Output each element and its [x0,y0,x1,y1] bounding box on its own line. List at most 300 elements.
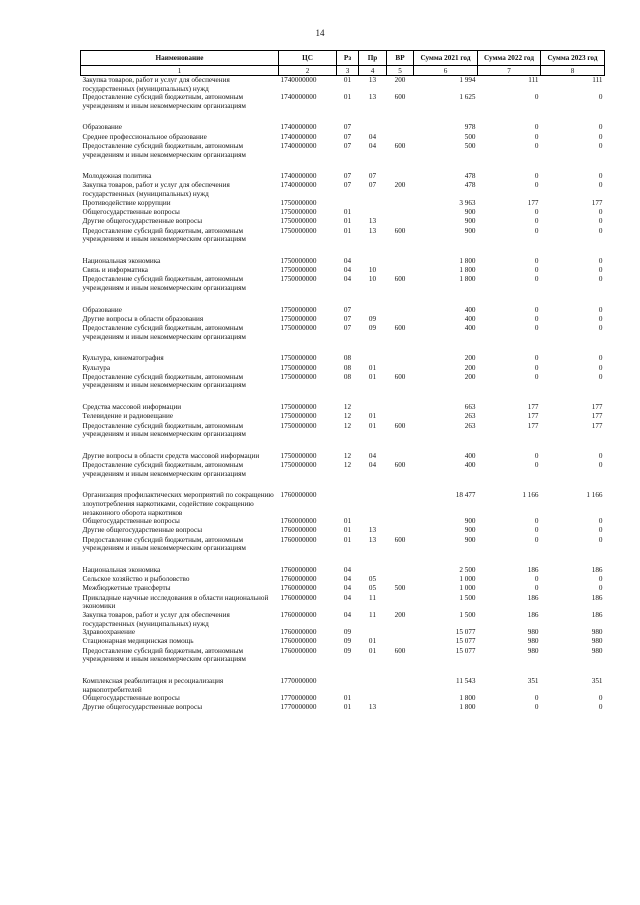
cell-sum-2022: 0 [534,305,539,314]
cell-pr: 13 [368,703,377,712]
table-body [81,76,605,713]
cell-cs: 1750000000 [280,266,317,275]
cell-vr: 200 [394,76,406,84]
cell-rz: 01 [343,226,352,235]
cell-pr: 01 [368,421,377,430]
cell-sum-2021: 263 [464,412,476,421]
cell-cs: 1740000000 [280,93,317,102]
cell-cs: 1750000000 [280,354,317,363]
cell-name: Предоставление субсидий бюджетным, автономным учреждениям и иным некоммерческим организациям [82,421,246,439]
cell-name: Культура [82,363,111,372]
cell-sum-2023: 186 [591,593,603,602]
cell-name: Закупка товаров, работ и услуг для обеспечения государственных (муниципальных) нужд [82,610,230,628]
cell-sum-2021: 200 [464,354,476,363]
cell-pr [359,694,387,703]
cell-vr [387,403,414,412]
cell-sum-2022: 0 [534,123,539,132]
cell-cs: 1750000000 [280,421,317,430]
cell-sum-2021: 11 543 [456,676,476,685]
cell-name: Комплексная реабилитация и ресоциализация наркопотребителей [82,676,224,694]
cell-rz: 01 [343,217,352,226]
table-row [81,461,605,478]
cell-cs: 1760000000 [280,565,317,574]
cell-sum-2022: 186 [527,593,539,602]
cell-rz: 01 [343,535,352,544]
cell-rz: 12 [343,451,352,460]
cell-pr: 04 [368,132,377,141]
cell-vr [387,217,414,226]
cell-sum-2021: 900 [464,217,476,226]
cell-rz: 07 [343,181,352,190]
cell-name: Предоставление субсидий бюджетным, автономным учреждениям и иным некоммерческим организациям [82,226,246,244]
cell-sum-2023: 0 [598,451,603,460]
cell-sum-2021: 500 [464,141,476,150]
table-row [81,315,605,324]
cell-rz: 04 [343,610,352,619]
cell-sum-2021: 2 500 [459,565,476,574]
cell-sum-2023: 0 [598,93,603,102]
table-row [81,526,605,535]
cell-rz: 04 [343,565,352,574]
cell-sum-2023: 980 [591,637,603,646]
cell-name: Среднее профессиональное образование [82,132,207,141]
column-number-row [81,66,605,76]
cell-vr [387,677,414,694]
cell-cs: 1750000000 [280,217,317,226]
cell-sum-2022: 0 [534,93,539,102]
cell-rz: 04 [343,584,352,593]
table-row [81,637,605,646]
table-row [81,76,605,94]
cell-sum-2022: 0 [534,461,539,470]
cell-name: Организация профилактических мероприятий по сокращению злоупотребления наркотиками, содействие сокращению незаконного оборота наркотиков [82,491,274,517]
col-header-sum-2022: Сумма 2022 год [478,51,541,66]
cell-sum-2023: 0 [598,363,603,372]
cell-name: Прикладные научные исследования в области национальной экономики [82,593,269,611]
cell-sum-2022: 0 [534,217,539,226]
spacer-cell [81,664,605,677]
column-number: 1 [81,66,279,76]
cell-name: Противодействие коррупции [82,198,171,207]
cell-vr: 600 [394,646,406,655]
cell-sum-2023: 177 [591,198,603,207]
cell-vr [387,354,414,363]
cell-name: Стационарная медицинская помощь [82,637,194,646]
cell-sum-2023: 186 [591,610,603,619]
cell-sum-2023: 0 [598,226,603,235]
cell-sum-2022: 0 [534,266,539,275]
cell-pr: 11 [369,610,376,619]
cell-vr: 200 [394,181,406,190]
cell-pr: 10 [368,266,377,275]
cell-vr: 600 [394,141,406,150]
cell-pr: 01 [368,363,377,372]
cell-sum-2023: 0 [598,172,603,181]
cell-cs: 1750000000 [280,412,317,421]
cell-cs: 1750000000 [280,226,317,235]
cell-vr [387,208,414,217]
cell-sum-2021: 478 [464,181,476,190]
cell-vr [387,315,414,324]
cell-vr [387,257,414,266]
cell-vr: 600 [394,226,406,235]
cell-pr [359,628,387,637]
cell-pr: 07 [368,172,377,181]
cell-sum-2021: 1 500 [459,593,476,602]
cell-pr: 01 [368,412,377,421]
cell-pr: 01 [368,646,377,655]
cell-name: Образование [82,305,122,314]
cell-rz: 01 [343,703,352,712]
cell-pr: 01 [368,637,377,646]
cell-cs: 1770000000 [280,703,317,712]
cell-vr [387,628,414,637]
cell-sum-2022: 186 [527,610,539,619]
cell-sum-2021: 900 [464,517,476,526]
cell-rz: 01 [343,76,352,84]
cell-name: Предоставление субсидий бюджетным, автономным учреждениям и иным некоммерческим организациям [82,93,246,110]
cell-sum-2023: 0 [598,324,603,333]
cell-sum-2023: 0 [598,372,603,381]
table-row [81,647,605,664]
cell-cs: 1750000000 [280,207,317,216]
cell-sum-2023: 351 [591,676,603,685]
cell-sum-2021: 15 077 [455,628,476,637]
table-row [81,452,605,461]
cell-sum-2021: 400 [464,314,476,323]
cell-sum-2023: 0 [598,132,603,141]
cell-cs: 1750000000 [280,275,317,284]
cell-cs: 1750000000 [280,324,317,333]
table-row [81,142,605,159]
cell-pr: 13 [368,217,377,226]
table-row [81,566,605,575]
cell-sum-2021: 263 [464,421,476,430]
cell-pr: 09 [368,324,377,333]
spacer-row [81,478,605,491]
spacer-cell [81,159,605,172]
cell-cs: 1760000000 [280,610,317,619]
cell-sum-2021: 900 [464,535,476,544]
cell-name: Молодежная политика [82,172,152,181]
cell-sum-2023: 0 [598,181,603,190]
cell-pr [359,677,387,694]
table-row [81,628,605,637]
cell-cs: 1740000000 [280,123,317,132]
table-row [81,364,605,373]
cell-name: Общегосударственные вопросы [82,517,180,526]
table-row [81,306,605,315]
spacer-row [81,390,605,403]
cell-sum-2023: 980 [591,646,603,655]
cell-sum-2021: 1 000 [459,584,476,593]
cell-sum-2021: 200 [464,372,476,381]
cell-pr: 07 [368,181,377,190]
cell-vr [387,452,414,461]
table-row [81,703,605,712]
table-row [81,324,605,341]
cell-sum-2023: 177 [591,421,603,430]
cell-sum-2021: 900 [464,226,476,235]
cell-sum-2022: 0 [534,181,539,190]
cell-vr [387,412,414,421]
cell-sum-2021: 15 077 [455,646,476,655]
table-row [81,575,605,584]
cell-rz: 08 [343,372,352,381]
cell-rz: 01 [343,694,352,703]
cell-name: Предоставление субсидий бюджетным, автономным учреждениям и иным некоммерческим организациям [82,372,246,390]
cell-rz: 01 [343,207,352,216]
cell-sum-2023: 0 [598,305,603,314]
cell-sum-2023: 111 [592,76,603,84]
table-row [81,491,605,517]
spacer-cell [81,110,605,123]
cell-vr: 500 [394,584,406,593]
cell-sum-2022: 0 [534,354,539,363]
cell-sum-2023: 177 [591,412,603,421]
cell-rz: 12 [343,421,352,430]
cell-sum-2023: 0 [598,266,603,275]
cell-cs: 1770000000 [280,694,317,703]
spacer-row [81,293,605,306]
cell-cs: 1760000000 [280,526,317,535]
column-number: 6 [414,66,478,76]
cell-name: Другие общегосударственные вопросы [82,703,203,712]
spacer-cell [81,293,605,306]
cell-pr: 13 [368,93,377,102]
cell-cs: 1740000000 [280,172,317,181]
cell-pr [359,354,387,363]
cell-rz: 09 [343,637,352,646]
cell-sum-2022: 0 [534,256,539,265]
cell-rz: 04 [343,256,352,265]
cell-vr: 600 [394,275,406,284]
column-number: 3 [337,66,359,76]
cell-rz: 07 [343,314,352,323]
cell-vr: 600 [394,324,406,333]
cell-sum-2023: 0 [598,256,603,265]
cell-sum-2022: 980 [527,637,539,646]
cell-vr [387,364,414,373]
cell-cs: 1750000000 [280,403,317,412]
cell-cs: 1750000000 [280,198,317,207]
cell-sum-2022: 0 [534,451,539,460]
cell-rz: 12 [343,461,352,470]
col-header-sum-2021: Сумма 2021 год [414,51,478,66]
table-row [81,93,605,110]
cell-pr [359,491,387,517]
cell-sum-2022: 0 [534,584,539,593]
cell-sum-2021: 478 [464,172,476,181]
col-header-rz: Рз [337,51,359,66]
cell-cs: 1760000000 [280,517,317,526]
cell-sum-2022: 0 [534,324,539,333]
cell-sum-2023: 0 [598,694,603,703]
cell-sum-2021: 400 [464,305,476,314]
spacer-cell [81,341,605,354]
cell-vr [387,526,414,535]
cell-pr: 13 [368,526,377,535]
cell-sum-2023: 0 [598,275,603,284]
cell-rz: 07 [343,141,352,150]
cell-cs: 1750000000 [280,372,317,381]
cell-name: Закупка товаров, работ и услуг для обеспечения государственных (муниципальных) нужд [82,76,230,93]
cell-sum-2021: 663 [464,403,476,412]
table-row [81,584,605,593]
table-row [81,677,605,694]
cell-pr: 04 [368,451,377,460]
table-row [81,373,605,390]
cell-vr: 600 [394,421,406,430]
cell-vr [387,199,414,208]
table-row [81,123,605,132]
cell-vr: 600 [394,535,406,544]
cell-name: Предоставление субсидий бюджетным, автономным учреждениям и иным некоммерческим организациям [82,535,246,553]
cell-sum-2022: 0 [534,526,539,535]
cell-name: Предоставление субсидий бюджетным, автономным учреждениям и иным некоммерческим организациям [82,461,246,478]
cell-vr [387,123,414,132]
table-row [81,611,605,628]
cell-rz: 07 [343,172,352,181]
column-number: 5 [387,66,414,76]
cell-vr [387,266,414,275]
col-header-name: Наименование [81,51,279,66]
cell-sum-2022: 0 [534,207,539,216]
cell-vr [387,133,414,142]
cell-name: Межбюджетные трансферты [82,584,171,593]
table-row [81,594,605,611]
spacer-row [81,159,605,172]
cell-pr [359,306,387,315]
cell-rz: 01 [343,93,352,102]
cell-vr [387,703,414,712]
cell-sum-2021: 3 963 [459,198,476,207]
cell-pr [359,123,387,132]
table-row [81,227,605,244]
spacer-cell [81,244,605,257]
cell-vr [387,517,414,526]
table-row [81,536,605,553]
spacer-row [81,244,605,257]
cell-cs: 1760000000 [280,593,317,602]
table-row [81,412,605,421]
cell-cs: 1750000000 [280,363,317,372]
cell-cs: 1750000000 [280,305,317,314]
cell-name: Связь и информатика [82,266,148,275]
cell-cs: 1750000000 [280,256,317,265]
table-row [81,517,605,526]
cell-sum-2022: 177 [527,421,539,430]
cell-cs: 1750000000 [280,461,317,470]
cell-name: Другие общегосударственные вопросы [82,217,203,226]
cell-rz: 07 [343,132,352,141]
cell-sum-2021: 400 [464,461,476,470]
cell-sum-2022: 351 [527,676,539,685]
cell-cs: 1740000000 [280,132,317,141]
header-row [81,51,605,66]
cell-sum-2021: 1 800 [459,694,476,703]
cell-name: Средства массовой информации [82,403,182,412]
cell-cs: 1760000000 [280,646,317,655]
cell-cs: 1760000000 [280,637,317,646]
cell-sum-2022: 111 [528,76,539,84]
cell-pr: 13 [368,76,377,84]
table-row [81,208,605,217]
cell-cs: 1740000000 [280,141,317,150]
cell-sum-2022: 0 [534,132,539,141]
spacer-row [81,110,605,123]
col-header-pr: Пр [359,51,387,66]
cell-sum-2022: 0 [534,575,539,584]
cell-name: Телевидение и радиовещание [82,412,174,421]
table-row [81,403,605,412]
cell-rz: 12 [343,412,352,421]
cell-vr: 600 [394,93,406,102]
cell-cs: 1760000000 [280,584,317,593]
cell-vr: 600 [394,461,406,470]
col-header-sum-2023: Сумма 2023 год [541,51,605,66]
cell-rz: 08 [343,363,352,372]
cell-rz [337,491,359,517]
column-number: 2 [279,66,337,76]
cell-sum-2022: 0 [534,372,539,381]
column-number: 7 [478,66,541,76]
cell-rz: 12 [343,403,352,412]
cell-rz: 09 [343,646,352,655]
cell-sum-2023: 0 [598,141,603,150]
table-row [81,217,605,226]
cell-sum-2021: 1 625 [459,93,476,102]
cell-sum-2022: 1 166 [522,491,539,500]
cell-sum-2023: 0 [598,575,603,584]
cell-sum-2023: 0 [598,584,603,593]
cell-name: Здравоохранение [82,628,136,637]
cell-pr [359,517,387,526]
cell-sum-2023: 0 [598,207,603,216]
cell-cs: 1760000000 [280,491,317,500]
cell-sum-2021: 900 [464,526,476,535]
cell-pr: 11 [369,593,376,602]
cell-pr: 13 [368,535,377,544]
cell-vr [387,575,414,584]
table-row [81,266,605,275]
spacer-row [81,553,605,566]
cell-sum-2022: 980 [527,646,539,655]
cell-cs: 1750000000 [280,314,317,323]
cell-pr [359,208,387,217]
column-number: 8 [541,66,605,76]
cell-pr [359,257,387,266]
cell-sum-2022: 177 [527,198,539,207]
spacer-cell [81,390,605,403]
cell-rz: 07 [343,324,352,333]
cell-vr: 200 [394,610,406,619]
cell-rz: 04 [343,593,352,602]
cell-vr: 600 [394,372,406,381]
cell-pr [359,403,387,412]
table-row [81,181,605,198]
table-row [81,257,605,266]
cell-rz: 07 [343,305,352,314]
cell-vr [387,172,414,181]
cell-sum-2021: 900 [464,207,476,216]
cell-sum-2022: 0 [534,141,539,150]
table-row [81,133,605,142]
cell-pr [359,566,387,575]
table-row [81,275,605,292]
spacer-cell [81,439,605,452]
cell-vr [387,491,414,517]
